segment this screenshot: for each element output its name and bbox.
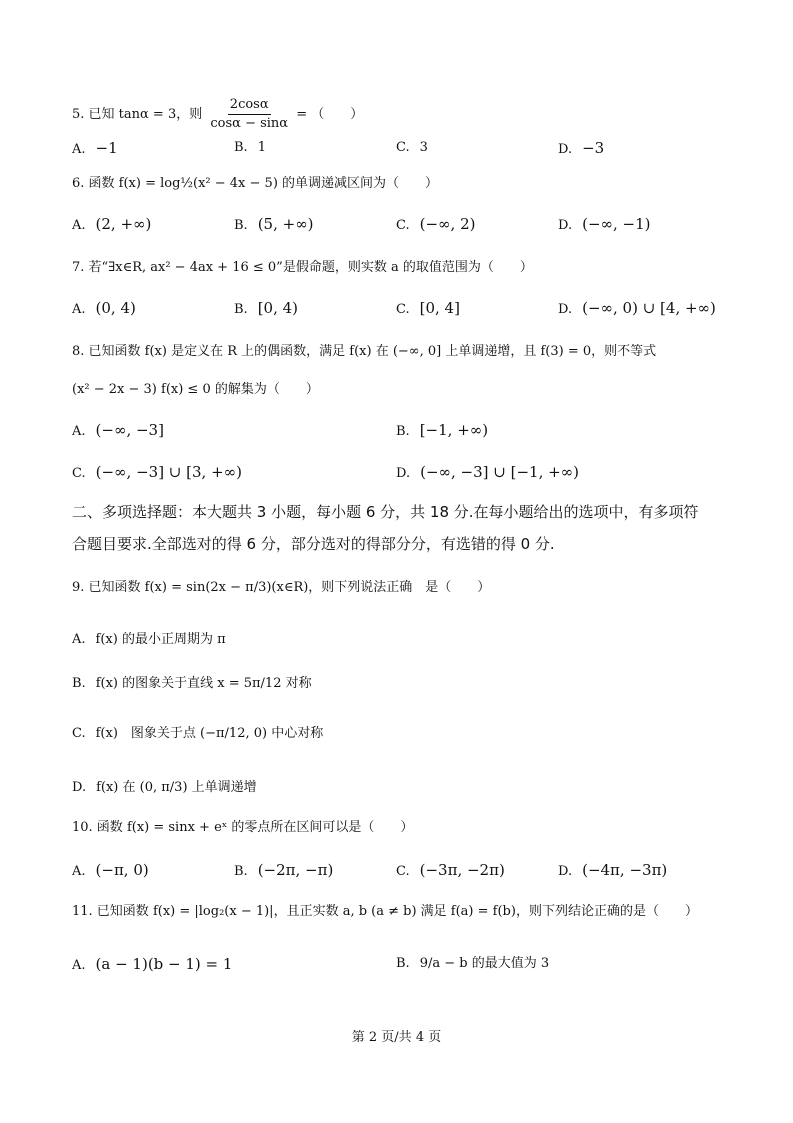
q5-option-b: B. 1: [234, 140, 266, 155]
q9-option-b: B. f(x) 的图象关于直线 x = 5π/12 对称: [72, 676, 312, 691]
q7-option-b: B. [0, 4): [234, 299, 299, 317]
q5-option-d: D. −3: [558, 139, 605, 157]
q5-fraction-denominator: cosα − sinα: [210, 116, 289, 131]
q11-stem: 11. 已知函数 f(x) = |log₂(x − 1)|，且正实数 a, b (a ≠ b) 满足 f(a) = f(b)，则下列结论正确的是（ ）: [72, 904, 698, 919]
q5-stem-tail: = （ ）: [296, 107, 364, 122]
q7-option-a: A. (0, 4): [72, 299, 136, 317]
q8-option-d: D. (−∞, −3] ∪ [−1, +∞): [396, 463, 580, 481]
q11-option-a: A. (a − 1)(b − 1) = 1: [72, 955, 233, 973]
q10-option-a: A. (−π, 0): [72, 861, 149, 879]
q7-option-d: D. (−∞, 0) ∪ [4, +∞): [558, 299, 716, 317]
section-2-heading-line1: 二、多项选择题：本大题共 3 小题，每小题 6 分，共 18 分.在每小题给出的选项中，有多项符: [72, 503, 699, 521]
q5-fraction: [208, 96, 290, 133]
q10-option-c: C. (−3π, −2π): [396, 861, 505, 879]
q8-option-c: C. (−∞, −3] ∪ [3, +∞): [72, 463, 242, 481]
page-footer: 第 2 页/共 4 页: [351, 1030, 442, 1045]
q8-stem-line1: 8. 已知函数 f(x) 是定义在 R 上的偶函数，满足 f(x) 在 (−∞, 0] 上单调递增，且 f(3) = 0，则不等式: [72, 344, 657, 359]
section-2-heading-line2: 合题目要求.全部选对的得 6 分，部分选对的得部分分，有选错的得 0 分.: [72, 535, 555, 553]
q9-option-c: C. f(x) 图象关于点 (−π/12, 0) 中心对称: [72, 726, 324, 741]
q11-option-b: B. 9/a − b 的最大值为 3: [396, 956, 550, 971]
q7-option-c: C. [0, 4]: [396, 299, 460, 317]
q5-stem: [72, 96, 363, 133]
q6-option-a: A. (2, +∞): [72, 215, 152, 233]
q5-fraction-numerator: 2cosα: [228, 96, 271, 115]
q5-option-c: C. 3: [396, 140, 428, 155]
q8-option-b: B. [−1, +∞): [396, 421, 489, 439]
q6-stem: 6. 函数 f(x) = log½(x² − 4x − 5) 的单调递减区间为（ ）: [72, 176, 439, 191]
q5-stem-text: 5. 已知 tanα = 3，则: [72, 107, 203, 122]
q9-option-a: A. f(x) 的最小正周期为 π: [72, 632, 226, 647]
q6-option-c: C. (−∞, 2): [396, 215, 476, 233]
q8-option-a: A. (−∞, −3]: [72, 421, 164, 439]
q10-option-b: B. (−2π, −π): [234, 861, 334, 879]
q10-stem: 10. 函数 f(x) = sinx + eˣ 的零点所在区间可以是（ ）: [72, 820, 414, 835]
q5-option-a: A. −1: [72, 139, 118, 157]
q6-option-b: B. (5, +∞): [234, 215, 314, 233]
q10-option-d: D. (−4π, −3π): [558, 861, 668, 879]
q8-stem-line2: (x² − 2x − 3) f(x) ≤ 0 的解集为（ ）: [72, 382, 319, 397]
q6-option-d: D. (−∞, −1): [558, 215, 651, 233]
q9-stem: 9. 已知函数 f(x) = sin(2x − π/3)(x∈R)，则下列说法正确 是（ ）: [72, 580, 491, 595]
q9-option-d: D. f(x) 在 (0, π/3) 上单调递增: [72, 780, 257, 795]
q7-stem: 7. 若“∃x∈R, ax² − 4ax + 16 ≤ 0”是假命题，则实数 a 的取值范围为（ ）: [72, 260, 533, 275]
